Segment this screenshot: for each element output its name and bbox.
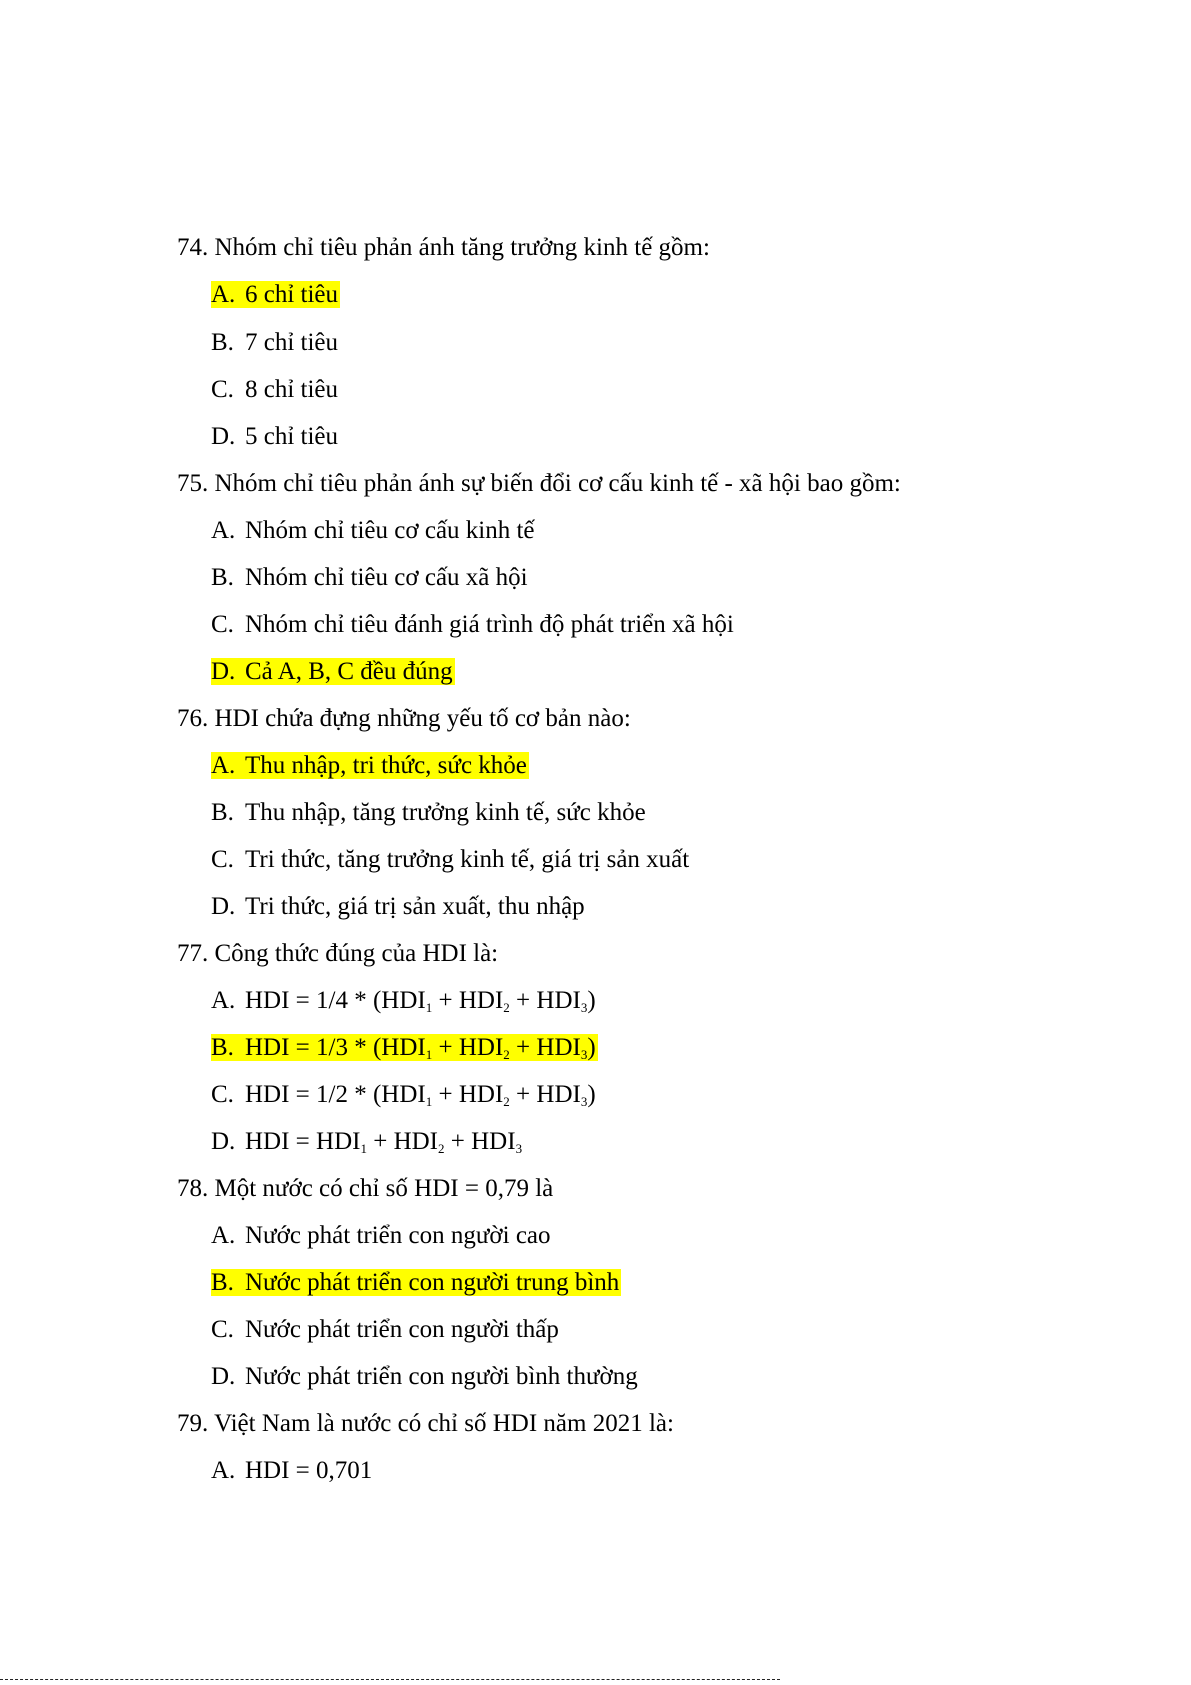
q79-option-a: A. HDI = 0,701 [211,1457,373,1484]
footer-divider [0,1679,780,1680]
q76-option-c: C. Tri thức, tăng trưởng kinh tế, giá trị sản xuất [211,846,690,873]
q76-option-a [211,750,529,782]
answer-highlight: D. Cả A, B, C đều đúng [211,658,453,685]
question-75: 75. Nhóm chỉ tiêu phản ánh sự biến đổi cơ cấu kinh tế - xã hội bao gồm: [177,470,901,497]
q77-option-a: A. HDI = $1/4 * (HDI_1 + HDI_2 + HDI_3)$ [211,987,596,1015]
q76-option-d: D. Tri thức, giá trị sản xuất, thu nhập [211,893,585,920]
q78-option-c: C. Nước phát triển con người thấp [211,1316,559,1343]
q74-option-d: D. 5 chỉ tiêu [211,423,339,450]
q78-option-b [211,1267,621,1299]
question-78: 78. Một nước có chỉ số HDI = 0,79 là [177,1175,554,1202]
q74-option-b: B. 7 chỉ tiêu [211,329,339,356]
q75-option-a: A. Nhóm chỉ tiêu cơ cấu kinh tế [211,517,535,544]
q77-option-d: D. HDI = $HDI_1 + HDI_2 + HDI_3$ [211,1128,523,1156]
answer-highlight: A. Thu nhập, tri thức, sức khỏe [211,752,527,779]
q75-option-b: B. Nhóm chỉ tiêu cơ cấu xã hội [211,564,528,591]
q75-option-c: C. Nhóm chỉ tiêu đánh giá trình độ phát triển xã hội [211,611,734,638]
q77-option-c: C. HDI = $1/2 * (HDI_1 + HDI_2 + HDI_3)$ [211,1081,596,1109]
answer-highlight: B. Nước phát triển con người trung bình [211,1269,620,1296]
q77-option-b [211,1032,598,1064]
question-74: 74. Nhóm chỉ tiêu phản ánh tăng trưởng kinh tế gồm: [177,234,710,261]
q76-option-b: B. Thu nhập, tăng trưởng kinh tế, sức khỏe [211,799,646,826]
q78-option-a: A. Nước phát triển con người cao [211,1222,551,1249]
q75-option-d [211,656,455,688]
q74-option-c: C. 8 chỉ tiêu [211,376,339,403]
question-76: 76. HDI chứa đựng những yếu tố cơ bản nào: [177,705,631,732]
question-77: 77. Công thức đúng của HDI là: [177,940,499,967]
answer-highlight: B. HDI = $1/3 * (HDI_1 + HDI_2 + HDI_3)$ [211,1034,596,1062]
answer-highlight: A. 6 chỉ tiêu [211,281,339,308]
q74-option-a [211,279,340,311]
q78-option-d: D. Nước phát triển con người bình thường [211,1363,638,1390]
question-79: 79. Việt Nam là nước có chỉ số HDI năm 2021 là: [177,1410,674,1437]
